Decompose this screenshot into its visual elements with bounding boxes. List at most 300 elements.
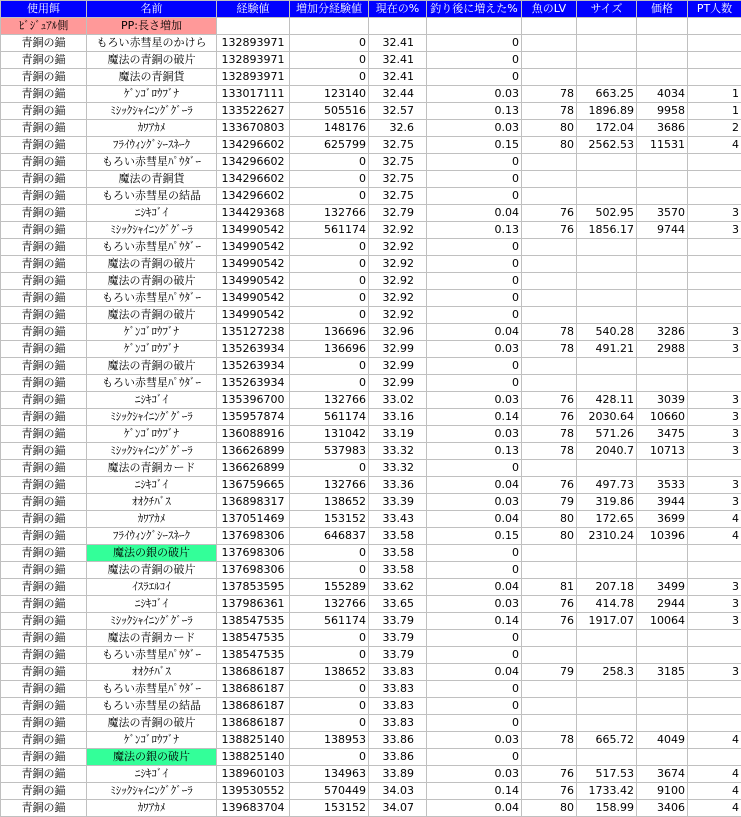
cell-party-size[interactable] [688,171,741,188]
cell-exp[interactable]: 138686187 [217,681,290,698]
cell-price[interactable]: 3185 [637,664,688,681]
cell-exp-gain[interactable]: 153152 [290,511,369,528]
cell-percent-gain[interactable]: 0 [427,69,522,86]
cell-exp[interactable]: 134429368 [217,205,290,222]
cell-bait[interactable]: 青銅の錨 [1,52,87,69]
cell-exp-gain[interactable]: 123140 [290,86,369,103]
cell-size[interactable]: 1733.42 [577,783,637,800]
cell-party-size[interactable] [688,273,741,290]
cell-name[interactable]: 魔法の青銅貨 [87,69,217,86]
header-price[interactable]: 価格 [637,1,688,18]
cell-name[interactable]: ﾆｼｷｺﾞｲ [87,596,217,613]
cell-exp-gain[interactable]: 537983 [290,443,369,460]
cell-bait[interactable]: 青銅の錨 [1,494,87,511]
cell-fish-level[interactable] [522,256,577,273]
cell-percent-gain[interactable]: 0 [427,562,522,579]
cell-current-percent[interactable]: 32.57 [369,103,427,120]
cell-price[interactable]: 9744 [637,222,688,239]
cell-name[interactable]: もろい赤彗星の結晶 [87,188,217,205]
cell-exp[interactable]: 134296602 [217,137,290,154]
cell-party-size[interactable]: 3 [688,494,741,511]
cell-fish-level[interactable] [522,35,577,52]
cell-size[interactable]: 2030.64 [577,409,637,426]
cell-exp-gain[interactable]: 131042 [290,426,369,443]
cell-exp[interactable]: 138960103 [217,766,290,783]
cell-exp-gain[interactable]: 132766 [290,477,369,494]
cell-size[interactable] [577,69,637,86]
cell-exp-gain[interactable]: 0 [290,562,369,579]
cell-size[interactable] [577,375,637,392]
cell-exp[interactable]: 136626899 [217,443,290,460]
cell-current-percent[interactable]: 32.99 [369,375,427,392]
cell-price[interactable] [637,375,688,392]
cell-exp[interactable]: 133017111 [217,86,290,103]
cell-party-size[interactable]: 3 [688,222,741,239]
cell-fish-level[interactable] [522,290,577,307]
cell-current-percent[interactable]: 33.89 [369,766,427,783]
cell-exp-gain[interactable]: 132766 [290,392,369,409]
cell-exp[interactable]: 134296602 [217,188,290,205]
cell-size[interactable]: 2040.7 [577,443,637,460]
cell-price[interactable] [637,188,688,205]
cell-party-size[interactable]: 4 [688,783,741,800]
cell-name[interactable]: もろい赤彗星ﾊﾟｳﾀﾞｰ [87,681,217,698]
cell-price[interactable] [637,290,688,307]
cell-current-percent[interactable]: 32.92 [369,307,427,324]
cell-bait[interactable]: 青銅の錨 [1,664,87,681]
cell-percent-gain[interactable]: 0.14 [427,783,522,800]
cell-current-percent[interactable]: 33.39 [369,494,427,511]
cell-name[interactable]: ｹﾞﾝｺﾞﾛｳﾌﾞﾅ [87,732,217,749]
cell-exp[interactable]: 134296602 [217,154,290,171]
cell-current-percent[interactable]: 32.75 [369,188,427,205]
cell-exp[interactable]: 137051469 [217,511,290,528]
cell-exp-gain[interactable]: 0 [290,545,369,562]
cell-size[interactable]: 172.04 [577,120,637,137]
cell-party-size[interactable]: 3 [688,443,741,460]
cell-price[interactable]: 3944 [637,494,688,511]
cell-fish-level[interactable]: 78 [522,443,577,460]
cell-exp[interactable]: 138686187 [217,698,290,715]
header-party-size[interactable]: PT人数 [688,1,741,18]
cell-exp[interactable]: 134990542 [217,239,290,256]
cell-party-size[interactable] [688,545,741,562]
cell-current-percent[interactable]: 32.41 [369,69,427,86]
cell-exp-gain[interactable]: 153152 [290,800,369,817]
cell-bait[interactable]: 青銅の錨 [1,35,87,52]
cell-price[interactable]: 10396 [637,528,688,545]
cell-exp[interactable]: 137986361 [217,596,290,613]
cell-bait[interactable]: 青銅の錨 [1,613,87,630]
header-exp-gain[interactable]: 増加分経験値 [290,1,369,18]
cell-percent-gain[interactable]: 0.03 [427,341,522,358]
cell-exp[interactable]: 138547535 [217,647,290,664]
cell-bait[interactable]: 青銅の錨 [1,137,87,154]
cell-current-percent[interactable]: 33.43 [369,511,427,528]
cell-fish-level[interactable] [522,239,577,256]
cell-price[interactable]: 9958 [637,103,688,120]
cell-party-size[interactable] [688,681,741,698]
cell-percent-gain[interactable]: 0.14 [427,613,522,630]
cell-exp[interactable]: 136626899 [217,460,290,477]
cell-name[interactable]: ﾌﾗｲｳｨﾝｸﾞｼｰｽﾈｰｸ [87,137,217,154]
cell-current-percent[interactable]: 33.62 [369,579,427,596]
cell-percent-gain[interactable]: 0 [427,307,522,324]
cell-price[interactable] [637,630,688,647]
cell-exp-gain[interactable]: 155289 [290,579,369,596]
cell-exp-gain[interactable]: 138652 [290,494,369,511]
cell-exp[interactable]: 134990542 [217,273,290,290]
cell-current-percent[interactable]: 34.07 [369,800,427,817]
cell-exp-gain[interactable]: 0 [290,749,369,766]
cell-current-percent[interactable]: 33.83 [369,698,427,715]
cell-percent-gain[interactable]: 0 [427,460,522,477]
cell-exp-gain[interactable]: 0 [290,273,369,290]
cell-price[interactable]: 3686 [637,120,688,137]
cell-bait[interactable]: 青銅の錨 [1,256,87,273]
cell-current-percent[interactable]: 32.92 [369,222,427,239]
cell-bait[interactable]: 青銅の錨 [1,103,87,120]
cell-percent-gain[interactable]: 0 [427,256,522,273]
cell-size[interactable]: 414.78 [577,596,637,613]
cell-fish-level[interactable]: 80 [522,511,577,528]
cell-price[interactable] [637,749,688,766]
cell-current-percent[interactable]: 33.83 [369,715,427,732]
cell-bait[interactable]: 青銅の錨 [1,273,87,290]
cell-size[interactable]: 491.21 [577,341,637,358]
cell-party-size[interactable] [688,630,741,647]
cell-price[interactable]: 2944 [637,596,688,613]
cell-current-percent[interactable]: 32.75 [369,137,427,154]
cell-fish-level[interactable] [522,154,577,171]
cell-current-percent[interactable]: 33.36 [369,477,427,494]
cell-fish-level[interactable]: 80 [522,120,577,137]
cell-price[interactable]: 3570 [637,205,688,222]
cell-name[interactable]: ﾐｼｯｸｼｬｲﾆﾝｸﾞｸﾞｰﾗ [87,103,217,120]
cell-price[interactable]: 3039 [637,392,688,409]
cell-name[interactable]: ｶﾜｱｶﾒ [87,511,217,528]
cell-exp[interactable]: 138825140 [217,732,290,749]
cell-name[interactable]: もろい赤彗星のかけら [87,35,217,52]
cell-party-size[interactable]: 4 [688,528,741,545]
cell-fish-level[interactable]: 79 [522,664,577,681]
cell-exp[interactable]: 134990542 [217,290,290,307]
cell-name[interactable]: ﾐｼｯｸｼｬｲﾆﾝｸﾞｸﾞｰﾗ [87,222,217,239]
cell-percent-gain[interactable]: 0.03 [427,732,522,749]
cell-bait[interactable]: 青銅の錨 [1,596,87,613]
cell-bait[interactable]: 青銅の錨 [1,698,87,715]
cell-size[interactable] [577,52,637,69]
cell-current-percent[interactable]: 33.58 [369,562,427,579]
cell-name[interactable]: ｲｽﾗｴﾙｺｲ [87,579,217,596]
cell-current-percent[interactable]: 32.6 [369,120,427,137]
cell-party-size[interactable] [688,256,741,273]
cell-fish-level[interactable] [522,52,577,69]
cell-price[interactable] [637,460,688,477]
cell-price[interactable]: 3674 [637,766,688,783]
cell-name[interactable]: ｹﾞﾝｺﾞﾛｳﾌﾞﾅ [87,426,217,443]
cell-exp-gain[interactable]: 0 [290,375,369,392]
cell-size[interactable]: 571.26 [577,426,637,443]
cell-size[interactable]: 258.3 [577,664,637,681]
cell-percent-gain[interactable]: 0.13 [427,443,522,460]
cell-fish-level[interactable]: 76 [522,409,577,426]
cell-exp-gain[interactable]: 0 [290,256,369,273]
cell-exp[interactable]: 138686187 [217,715,290,732]
cell-name[interactable]: 魔法の青銅の破片 [87,715,217,732]
cell-party-size[interactable]: 3 [688,579,741,596]
cell-size[interactable]: 172.65 [577,511,637,528]
cell-name[interactable]: ﾐｼｯｸｼｬｲﾆﾝｸﾞｸﾞｰﾗ [87,443,217,460]
cell-exp[interactable]: 137698306 [217,545,290,562]
cell-fish-level[interactable]: 79 [522,494,577,511]
cell-percent-gain[interactable]: 0.04 [427,477,522,494]
cell-bait[interactable]: 青銅の錨 [1,562,87,579]
cell-name[interactable]: 魔法の青銅の破片 [87,52,217,69]
cell-percent-gain[interactable]: 0.13 [427,103,522,120]
cell-price[interactable]: 4034 [637,86,688,103]
cell-percent-gain[interactable]: 0 [427,375,522,392]
cell-fish-level[interactable] [522,171,577,188]
cell-exp-gain[interactable]: 0 [290,358,369,375]
cell-current-percent[interactable]: 33.19 [369,426,427,443]
cell-price[interactable] [637,256,688,273]
cell-size[interactable]: 2310.24 [577,528,637,545]
cell-current-percent[interactable]: 32.75 [369,171,427,188]
cell-fish-level[interactable] [522,630,577,647]
cell-current-percent[interactable]: 33.79 [369,630,427,647]
cell-bait[interactable]: 青銅の錨 [1,69,87,86]
cell-party-size[interactable]: 3 [688,426,741,443]
cell-bait[interactable]: 青銅の錨 [1,800,87,817]
cell-current-percent[interactable]: 33.86 [369,732,427,749]
cell-exp[interactable]: 135263934 [217,375,290,392]
cell-current-percent[interactable]: 32.96 [369,324,427,341]
cell-price[interactable]: 3533 [637,477,688,494]
cell-size[interactable]: 1856.17 [577,222,637,239]
cell-party-size[interactable]: 3 [688,613,741,630]
cell-percent-gain[interactable]: 0.03 [427,392,522,409]
cell-exp-gain[interactable]: 0 [290,460,369,477]
cell-name[interactable]: 魔法の青銅貨 [87,171,217,188]
cell-name[interactable]: ﾆｼｷｺﾞｲ [87,392,217,409]
cell-percent-gain[interactable]: 0 [427,698,522,715]
cell-size[interactable] [577,171,637,188]
cell-exp[interactable]: 133670803 [217,120,290,137]
cell-exp-gain[interactable]: 561174 [290,409,369,426]
cell-current-percent[interactable]: 33.16 [369,409,427,426]
cell-current-percent[interactable]: 33.02 [369,392,427,409]
cell-percent-gain[interactable]: 0 [427,681,522,698]
cell-party-size[interactable]: 4 [688,732,741,749]
cell-price[interactable] [637,358,688,375]
cell-name[interactable]: 魔法の青銅の破片 [87,358,217,375]
cell-bait[interactable]: 青銅の錨 [1,171,87,188]
cell-exp[interactable]: 137698306 [217,562,290,579]
cell-size[interactable] [577,273,637,290]
cell-exp-gain[interactable]: 148176 [290,120,369,137]
cell-party-size[interactable] [688,52,741,69]
cell-name[interactable]: 魔法の青銅カード [87,630,217,647]
cell-size[interactable] [577,239,637,256]
cell-size[interactable] [577,562,637,579]
cell-bait[interactable]: 青銅の錨 [1,426,87,443]
cell-name[interactable]: ｵｵｸﾁﾊﾞｽ [87,664,217,681]
cell-size[interactable]: 2562.53 [577,137,637,154]
cell-size[interactable] [577,749,637,766]
cell-price[interactable]: 10660 [637,409,688,426]
cell-fish-level[interactable]: 80 [522,528,577,545]
cell-fish-level[interactable]: 78 [522,426,577,443]
cell-party-size[interactable] [688,290,741,307]
cell-name[interactable]: ｶﾜｱｶﾒ [87,120,217,137]
cell-fish-level[interactable]: 76 [522,596,577,613]
cell-bait[interactable]: 青銅の錨 [1,579,87,596]
cell-current-percent[interactable]: 32.41 [369,52,427,69]
cell-percent-gain[interactable]: 0 [427,188,522,205]
cell-percent-gain[interactable]: 0.15 [427,137,522,154]
cell-percent-gain[interactable]: 0.03 [427,86,522,103]
cell-bait[interactable]: 青銅の錨 [1,732,87,749]
cell-percent-gain[interactable]: 0 [427,290,522,307]
cell-party-size[interactable] [688,69,741,86]
cell-bait[interactable]: 青銅の錨 [1,443,87,460]
cell-exp[interactable]: 137853595 [217,579,290,596]
cell-bait[interactable]: 青銅の錨 [1,630,87,647]
cell-exp[interactable]: 135957874 [217,409,290,426]
cell-current-percent[interactable]: 32.92 [369,256,427,273]
cell-name[interactable]: 魔法の青銅の破片 [87,562,217,579]
cell-name[interactable]: ﾆｼｷｺﾞｲ [87,766,217,783]
cell-party-size[interactable]: 3 [688,392,741,409]
cell-fish-level[interactable] [522,562,577,579]
cell-exp-gain[interactable]: 0 [290,630,369,647]
cell-price[interactable] [637,715,688,732]
cell-exp-gain[interactable]: 625799 [290,137,369,154]
cell-size[interactable] [577,630,637,647]
cell-size[interactable] [577,698,637,715]
cell-size[interactable] [577,290,637,307]
cell-size[interactable] [577,358,637,375]
cell-name[interactable]: もろい赤彗星ﾊﾟｳﾀﾞｰ [87,375,217,392]
cell-exp[interactable]: 135263934 [217,358,290,375]
cell-exp-gain[interactable]: 646837 [290,528,369,545]
cell-size[interactable]: 663.25 [577,86,637,103]
cell-current-percent[interactable]: 32.92 [369,273,427,290]
cell-percent-gain[interactable]: 0.14 [427,409,522,426]
cell-current-percent[interactable]: 32.99 [369,358,427,375]
header-bait[interactable]: 使用餌 [1,1,87,18]
cell-price[interactable] [637,154,688,171]
cell-percent-gain[interactable]: 0 [427,239,522,256]
cell-current-percent[interactable]: 32.41 [369,35,427,52]
cell-fish-level[interactable]: 78 [522,86,577,103]
cell-party-size[interactable] [688,239,741,256]
cell-bait[interactable]: 青銅の錨 [1,528,87,545]
cell-bait[interactable]: 青銅の錨 [1,120,87,137]
cell-fish-level[interactable]: 76 [522,477,577,494]
cell-party-size[interactable] [688,188,741,205]
header-current-percent[interactable]: 現在の% [369,1,427,18]
subheader-visual-side[interactable]: ﾋﾞｼﾞｭｱﾙ側 [1,18,87,35]
cell-size[interactable]: 1896.89 [577,103,637,120]
cell-size[interactable] [577,681,637,698]
cell-name[interactable]: ｹﾞﾝｺﾞﾛｳﾌﾞﾅ [87,324,217,341]
cell-bait[interactable]: 青銅の錨 [1,681,87,698]
cell-fish-level[interactable]: 76 [522,222,577,239]
cell-percent-gain[interactable]: 0 [427,545,522,562]
cell-exp[interactable]: 137698306 [217,528,290,545]
cell-exp-gain[interactable]: 561174 [290,613,369,630]
cell-name[interactable]: ﾐｼｯｸｼｬｲﾆﾝｸﾞｸﾞｰﾗ [87,409,217,426]
cell-price[interactable]: 10713 [637,443,688,460]
cell-current-percent[interactable]: 33.58 [369,545,427,562]
cell-size[interactable]: 428.11 [577,392,637,409]
header-exp[interactable]: 経験値 [217,1,290,18]
cell-exp[interactable]: 139530552 [217,783,290,800]
cell-name[interactable]: ﾐｼｯｸｼｬｲﾆﾝｸﾞｸﾞｰﾗ [87,613,217,630]
cell-exp-gain[interactable]: 138953 [290,732,369,749]
cell-percent-gain[interactable]: 0.04 [427,324,522,341]
cell-price[interactable]: 11531 [637,137,688,154]
cell-name[interactable]: 魔法の銀の破片 [87,749,217,766]
cell-party-size[interactable]: 3 [688,409,741,426]
cell-party-size[interactable] [688,698,741,715]
cell-party-size[interactable]: 4 [688,766,741,783]
cell-name[interactable]: 魔法の青銅の破片 [87,256,217,273]
cell-price[interactable] [637,273,688,290]
cell-percent-gain[interactable]: 0.03 [427,120,522,137]
cell-name[interactable]: ﾌﾗｲｳｨﾝｸﾞｼｰｽﾈｰｸ [87,528,217,545]
cell-size[interactable]: 207.18 [577,579,637,596]
cell-exp-gain[interactable]: 0 [290,647,369,664]
cell-exp[interactable]: 133522627 [217,103,290,120]
cell-bait[interactable]: 青銅の錨 [1,358,87,375]
cell-bait[interactable]: 青銅の錨 [1,222,87,239]
cell-party-size[interactable]: 4 [688,800,741,817]
cell-price[interactable] [637,647,688,664]
cell-size[interactable]: 517.53 [577,766,637,783]
cell-exp[interactable]: 138686187 [217,664,290,681]
cell-bait[interactable]: 青銅の錨 [1,205,87,222]
cell-size[interactable] [577,188,637,205]
cell-size[interactable] [577,256,637,273]
cell-party-size[interactable] [688,647,741,664]
cell-exp[interactable]: 139683704 [217,800,290,817]
cell-exp-gain[interactable]: 0 [290,307,369,324]
cell-bait[interactable]: 青銅の錨 [1,86,87,103]
cell-exp[interactable]: 132893971 [217,69,290,86]
cell-exp-gain[interactable]: 0 [290,239,369,256]
cell-party-size[interactable] [688,307,741,324]
cell-fish-level[interactable] [522,273,577,290]
cell-percent-gain[interactable]: 0 [427,52,522,69]
cell-fish-level[interactable] [522,681,577,698]
cell-exp-gain[interactable]: 0 [290,69,369,86]
cell-current-percent[interactable]: 32.44 [369,86,427,103]
cell-bait[interactable]: 青銅の錨 [1,409,87,426]
cell-fish-level[interactable] [522,307,577,324]
cell-percent-gain[interactable]: 0.03 [427,494,522,511]
cell-exp[interactable]: 136088916 [217,426,290,443]
cell-size[interactable] [577,460,637,477]
cell-percent-gain[interactable]: 0.03 [427,766,522,783]
cell-current-percent[interactable]: 32.92 [369,239,427,256]
cell-fish-level[interactable] [522,715,577,732]
cell-fish-level[interactable]: 78 [522,324,577,341]
cell-name[interactable]: ｹﾞﾝｺﾞﾛｳﾌﾞﾅ [87,86,217,103]
cell-fish-level[interactable]: 80 [522,800,577,817]
